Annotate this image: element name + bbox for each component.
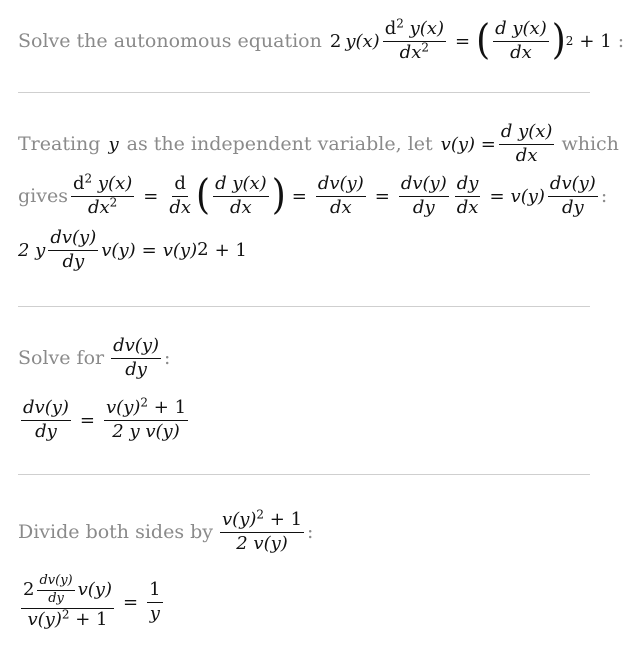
equals-sign: = [454,30,471,52]
vy2-i: v(y) [27,608,62,630]
dy-dx-fraction [499,122,555,166]
vy-i: v(y) [77,578,112,600]
dy-den-e: dy [62,250,85,272]
right-paren: ) [551,16,566,64]
solve-for-text: Solve for [18,347,105,369]
dy-num-c: dy [455,174,481,197]
plus1-g: + 1 [153,396,187,418]
dx-a: dx [87,196,110,218]
dy-den-c: dy [412,196,435,218]
dx-inner: dx [230,196,252,218]
text-line-2a [18,116,619,172]
dv-dy-lhs [21,398,71,442]
dy-dx-fraction-c [455,174,481,218]
gives-text: gives [18,185,68,207]
dv-num: dv(y) [316,174,366,197]
d-sym: d [384,17,397,39]
two-y-vy: 2 y v(y) [112,420,180,442]
eq-e: = [141,239,157,261]
divider-2 [18,306,590,307]
colon-3: : [164,347,171,369]
d2y-dx2-fraction [71,171,134,218]
dy-small: dy [48,590,64,606]
exp-h: 2 [256,507,265,522]
dv-dy-fraction [399,174,449,218]
left-paren-2: ( [196,171,211,219]
dx-sym: dx [399,41,422,63]
var-y: y [108,133,119,155]
dx-den-b: dx [329,196,352,218]
colon-2: : [600,185,608,207]
v-equals: v(y) = [440,133,496,155]
small-dv-dy [37,574,74,607]
dx-op: dx [169,196,192,218]
two-i: 2 [23,578,35,600]
equation-line-3 [18,390,191,450]
dv-dy-target [111,336,161,380]
treating-text: Treating [18,133,101,155]
d-dx-operator [167,174,193,218]
dv-num-g: dv(y) [21,398,71,421]
exp-2: 2 [396,16,404,31]
divider-3 [18,474,590,475]
coef-two: 2 [329,30,342,52]
one-over-y [147,580,162,624]
equation-line-4 [18,566,166,638]
dv-num-d: dv(y) [548,174,598,197]
vy2-g: v(y) [106,396,141,418]
dv-num-c: dv(y) [399,174,449,197]
dyx-inner: d y(x) [213,174,269,197]
eq-g: = [79,409,95,431]
dx-den: dx [515,144,538,166]
plus1-i: + 1 [75,608,108,630]
dx-den-c: dx [456,196,479,218]
dv-dx-fraction [316,174,366,218]
equation-line-2c: 2 y $\frac{dv(y)}{dy}$ v(y) = v(y) 2 + 1 [18,226,247,272]
eq-i: = [123,591,139,613]
exp-g: 2 [140,395,149,410]
eq-b: = [291,185,307,207]
vy2-h: v(y) [222,508,257,530]
eq-c: = [374,185,390,207]
lhs-big-fraction [21,574,114,631]
exp-b: 2 [109,194,118,209]
vy-e: v(y) [101,239,136,261]
two-vy-h: 2 v(y) [236,532,288,554]
dyx-sym: d y(x) [493,19,549,42]
eq-d: = [489,185,505,207]
vy2-e: v(y) [162,239,198,261]
second-derivative-fraction [383,16,446,63]
exp-2b: 2 [421,39,429,54]
vy-d: v(y) [510,185,545,207]
colon: : [617,30,624,52]
yx-sym: y(x) [409,17,444,39]
plus1-e: + 1 [214,239,247,261]
equation-line-1: Solve the autonomous equation 2 y(x) $\frac{d^2 y(x)}{dx^2}$ = ( $\frac{\text{d y(x)}}{dx}$ ) 2 + 1 : [18,16,624,64]
dx-sym-2: dx [510,41,532,63]
one-num: 1 [147,580,162,603]
text-line-4 [18,502,313,562]
divider-1 [18,92,590,93]
rhs-fraction [104,395,188,442]
step1-text: Solve the autonomous equation [18,30,322,52]
left-paren: ( [476,16,491,64]
dv-num-e: dv(y) [48,228,98,251]
yx-a: y(x) [97,172,133,194]
eq-a: = [143,185,159,207]
dyx-dx-inner [213,174,269,218]
exp-i: 2 [61,607,70,621]
colon-4: : [307,521,314,543]
right-paren-2: ) [271,171,286,219]
divisor-fraction [220,507,304,554]
two-y: 2 y [18,239,46,261]
dy-den-g: dy [35,420,57,442]
y-den: y [149,602,160,624]
independent-text: as the independent variable, let [126,133,433,155]
dyx-num: d y(x) [499,122,555,145]
y-of-x: y(x) [345,30,380,52]
equation-line-2b [18,168,607,224]
dv-dy-fraction-d [548,174,598,218]
divide-text: Divide both sides by [18,521,214,543]
d-a: d [72,172,85,194]
first-derivative-fraction [493,19,549,63]
text-line-3 [18,330,170,386]
d-op: d [172,174,188,197]
which-text: which [561,133,619,155]
dv-small: dv(y) [37,574,74,591]
exp-a: 2 [84,171,93,186]
dv-num-f: dv(y) [111,336,161,359]
plus-one: + 1 [579,30,612,52]
dy-den-d: dy [562,196,584,218]
dv-dy-fraction-e [48,228,98,272]
plus1-h: + 1 [269,508,303,530]
dy-den-f: dy [125,358,147,380]
